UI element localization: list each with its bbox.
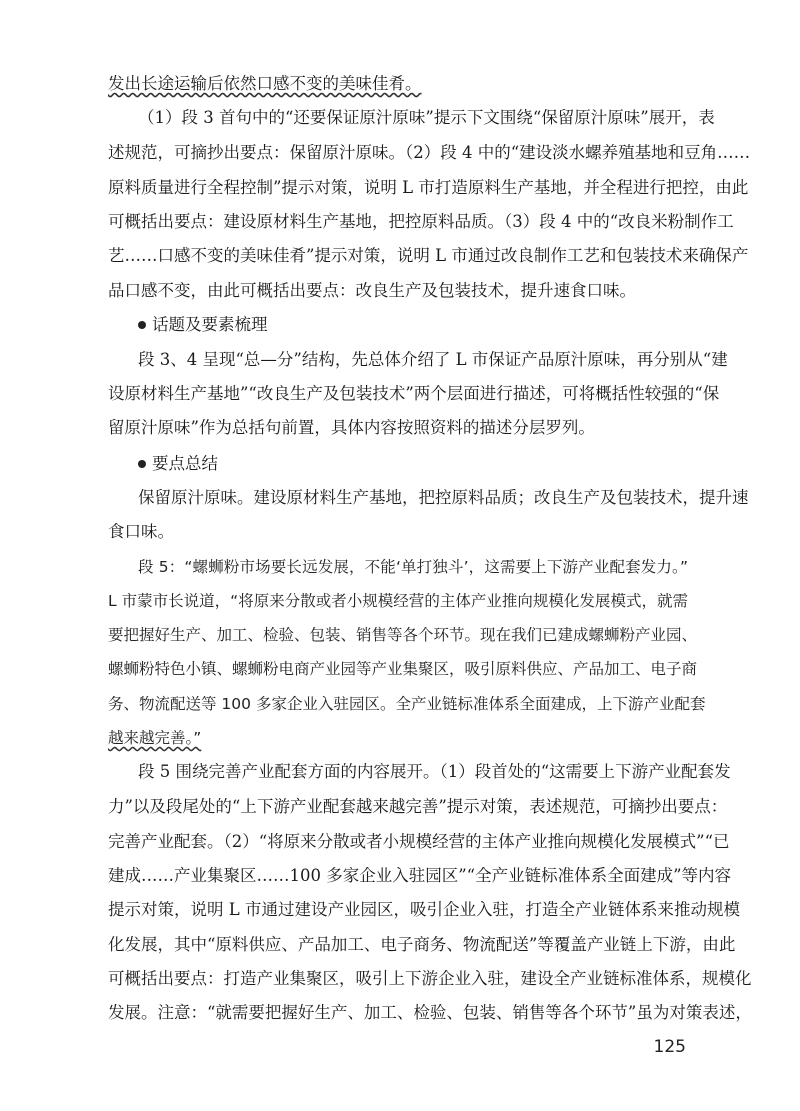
section-heading [138,315,268,335]
text-line: 艺……口感不变的美味佳肴”提示对策，说明 L 市通过改良制作工艺和包装技术来确保产 [108,246,749,265]
text-line: 保留原汁原味。建设原材料生产基地，把控原料品质；改良生产及包装技术，提升速 [138,488,749,507]
quoted-line: 螺蛳粉特色小镇、螺蛳粉电商产业园等产业集聚区，吸引原料供应、产品加工、电子商 [108,660,698,678]
bullet-icon [138,321,146,329]
text-line: 提示对策，说明 L 市通过建设产业园区，吸引企业入驻，打造全产业链体系来推动规模 [108,900,740,919]
underlined-text: 发出长途运输后依然口感不变的美味佳肴。 [108,74,422,93]
text-line: 原料质量进行全程控制”提示对策，说明 L 市打造原料生产基地，并全程进行把控，由此 [108,178,749,197]
quoted-line [138,557,688,577]
section-heading-label: 要点总结 [152,454,218,473]
text-line: 食口味。 [108,522,174,541]
text-line: 段 5 围绕完善产业配套方面的内容展开。（1）段首处的“这需要上下游产业配套发 [138,762,731,781]
section-heading [138,454,218,474]
text-line: （1）段 3 首句中的“还要保证原汁原味”提示下文围绕“保留原汁原味”展开，表 [138,108,715,127]
quoted-line: L 市蒙市长说道，“将原来分散或者小规模经营的主体产业推向规模化发展模式，就需 [108,592,688,610]
quoted-line [108,728,688,748]
text-line: 设原材料生产基地”“改良生产及包装技术”两个层面进行描述，可将概括性较强的“保 [108,384,720,403]
quoted-line: 要把握好生产、加工、检验、包装、销售等各个环节。现在我们已建成螺蛳粉产业园、 [108,626,698,644]
text-line: 化发展，其中“原料供应、产品加工、电子商务、物流配送”等覆盖产业链上下游，由此 [108,935,736,954]
underlined-text: 越来越完善。” [108,729,202,747]
section-heading-label: 话题及要素梳理 [152,315,268,334]
text-line: 可概括出要点：打造产业集聚区，吸引上下游企业入驻，建设全产业链标准体系，规模化 [108,969,752,988]
text-line: 力”以及段尾处的“上下游产业配套越来越完善”提示对策，表述规范，可摘抄出要点： [108,797,728,816]
page-number: 125 [653,1037,686,1057]
text-line: 完善产业配套。（2）“将原来分散或者小规模经营的主体产业推向规模化发展模式”“已 [108,832,730,851]
quoted-line: 务、物流配送等 100 多家企业入驻园区。全产业链标准体系全面建成，上下游产业配套 [108,695,706,713]
bullet-icon [138,460,146,468]
text-line: 段 3、4 呈现“总—分”结构，先总体介绍了 L 市保证产品原汁原味，再分别从“建 [138,350,728,369]
text-line: 建成……产业集聚区……100 多家企业入驻园区”“全产业链标准体系全面建成”等内容 [108,866,732,885]
text-line: 可概括出要点：建设原材料生产基地，把控原料品质。（3）段 4 中的“改良米粉制作工 [108,212,734,231]
text-line: 品口感不变，由此可概括出要点：改良生产及包装技术，提升速食口味。 [108,281,636,300]
text-line [108,74,688,94]
text-line: 留原汁原味”作为总括句前置，具体内容按照资料的描述分层罗列。 [108,418,595,437]
quoted-text: 段 5：“螺蛳粉市场要长远发展，不能‘单打独斗’，这需要上下游产业配套发力。” [138,558,688,576]
text-line: 发展。注意：“就需要把握好生产、加工、检验、包装、销售等各个环节”虽为对策表述， [108,1003,752,1022]
text-line: 述规范，可摘抄出要点：保留原汁原味。（2）段 4 中的“建设淡水螺养殖基地和豆角…… [108,143,751,162]
